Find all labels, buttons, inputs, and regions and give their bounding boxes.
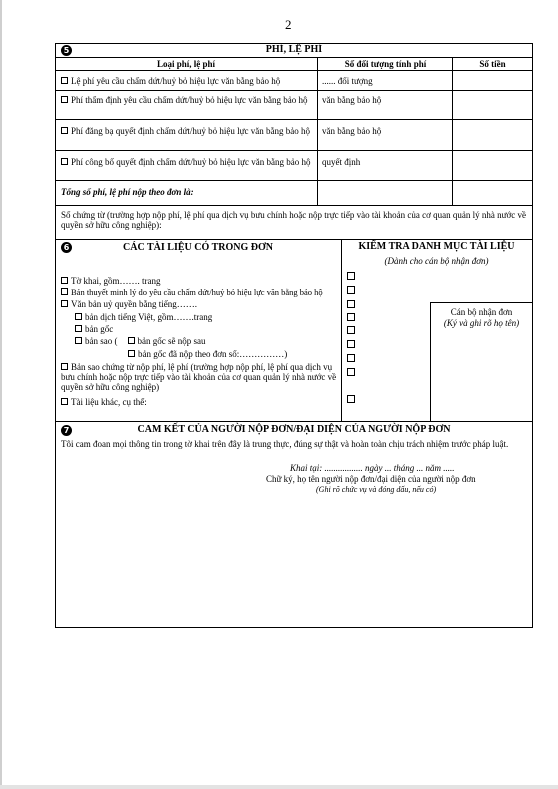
section-7-number-badge: 7 (61, 425, 72, 436)
fee-row-label: Phí công bố quyết định chấm dứt/huỷ bỏ hiệu lực văn bằng bảo hộ (71, 157, 311, 167)
col-divider (452, 57, 453, 205)
checklist-checkbox[interactable] (347, 300, 355, 308)
checklist-checkbox[interactable] (347, 313, 355, 321)
checkbox-icon[interactable] (61, 363, 68, 370)
fee-row-label: Phí đăng bạ quyết định chấm dứt/huỷ bỏ hiệu lực văn bằng bảo hộ (71, 126, 310, 136)
commitment-statement: Tôi cam đoan mọi thông tin trong tờ khai trên đây là trung thực, đúng sự thật và hoàn toàn chịu trách nhiệm trước pháp luật. (61, 439, 509, 449)
col-divider (317, 57, 318, 205)
checkbox-icon[interactable] (61, 158, 68, 165)
checkbox-icon[interactable] (61, 96, 68, 103)
document-subitem (75, 336, 335, 346)
checklist-subtitle: (Dành cho cán bộ nhận đơn) (384, 256, 489, 266)
row-divider (55, 70, 533, 71)
document-item-label: bản gốc sẽ nộp sau (137, 336, 206, 346)
col-divider (341, 239, 342, 421)
section-6-title: CÁC TÀI LIỆU CÓ TRONG ĐƠN (123, 242, 273, 253)
officer-note: (Ký và ghi rõ họ tên) (443, 318, 520, 328)
document-item (61, 276, 336, 286)
fee-row (61, 95, 315, 105)
document-item-label: Tờ khai, gồm……. trang (71, 276, 161, 286)
fee-row (61, 157, 315, 167)
section-5-number-badge: 5 (61, 45, 72, 56)
document-item-label: Bản thuyết minh lý do yêu cầu chấm dứt/huỷ bỏ hiệu lực văn bằng bảo hộ (71, 287, 323, 297)
checkbox-icon[interactable] (61, 398, 68, 405)
document-item (61, 299, 336, 309)
header-count: Số đối tượng tính phí (344, 59, 427, 69)
document-item-label: bản gốc đã nộp theo đơn số:……………) (138, 349, 288, 359)
checkbox-icon[interactable] (75, 337, 82, 344)
row-divider (55, 180, 533, 181)
document-item-label: Văn bản uỷ quyền bằng tiếng……. (71, 299, 197, 309)
checklist-checkbox[interactable] (347, 326, 355, 334)
signature-label: Chữ ký, họ tên người nộp đơn/đại diện của người nộp đơn (266, 474, 476, 484)
checklist-checkbox[interactable] (347, 272, 355, 280)
section-5-title: PHÍ, LỆ PHÍ (265, 44, 323, 55)
document-item (61, 397, 336, 407)
document-subitem (75, 312, 335, 322)
checkbox-icon[interactable] (75, 313, 82, 320)
checklist-checkbox[interactable] (347, 340, 355, 348)
document-item-label: bản gốc (85, 324, 114, 334)
document-subitem (75, 324, 335, 334)
table-left-border (55, 43, 56, 628)
fee-row-count: văn bằng bảo hộ (322, 126, 382, 136)
officer-box-top-border (430, 302, 532, 303)
page-left-edge (0, 0, 2, 789)
document-item-label: Bản sao chứng từ nộp phí, lệ phí (trường hợp nộp phí, lệ phí qua dịch vụ bưu chính hoặc nộp trực tiếp vào tài khoản của cơ quan quản lý nhà nước về quyền sở hữu công nghiệp) (61, 362, 337, 392)
checkbox-icon[interactable] (61, 77, 68, 84)
checklist-checkbox[interactable] (347, 368, 355, 376)
checklist-checkbox[interactable] (347, 395, 355, 403)
fee-row-count: quyết định (322, 157, 361, 167)
row-divider (55, 57, 533, 58)
checklist-title: KIỂM TRA DANH MỤC TÀI LIỆU (358, 241, 515, 252)
page-bottom-edge (0, 785, 558, 789)
checkbox-icon[interactable] (61, 277, 68, 284)
checkbox-icon[interactable] (128, 337, 135, 344)
signature-note: (Ghi rõ chức vụ và đóng dấu, nếu có) (316, 485, 437, 494)
header-fee-type: Loại phí, lệ phí (156, 59, 216, 69)
section-7-title: CAM KẾT CỦA NGƯỜI NỘP ĐƠN/ĐẠI DIỆN CỦA NGƯỜI NỘP ĐƠN (137, 424, 451, 435)
section-6-number-badge: 6 (61, 242, 72, 253)
table-right-border (532, 43, 533, 628)
document-item-label: bản sao ( (85, 336, 118, 346)
fee-row-label: Lệ phí yêu cầu chấm dứt/huỷ bỏ hiệu lực văn bằng bảo hộ (71, 76, 281, 86)
document-item-label: bản dịch tiếng Việt, gồm…….trang (85, 312, 213, 322)
fee-row-count: ...... đối tượng (322, 76, 373, 86)
checkbox-icon[interactable] (61, 127, 68, 134)
officer-label: Cán bộ nhận đơn (450, 307, 513, 317)
document-subitem (128, 349, 287, 359)
section-divider (55, 421, 533, 422)
fee-row-count: văn bằng bảo hộ (322, 95, 382, 105)
document-item (61, 287, 323, 297)
place-date-line: Khai tại: ................. ngày ... tháng ... năm ..... (290, 463, 455, 473)
row-divider (55, 90, 533, 91)
fee-row (61, 126, 315, 136)
fee-row-label: Phí thẩm định yêu cầu chấm dứt/huỷ bỏ hiệu lực văn bằng bảo hộ (71, 95, 308, 105)
checkbox-icon[interactable] (128, 350, 135, 357)
checklist-checkbox[interactable] (347, 286, 355, 294)
row-divider (55, 150, 533, 151)
document-item-label: Tài liệu khác, cụ thể: (71, 397, 147, 407)
fee-row (61, 76, 315, 86)
table-bottom-border (55, 627, 533, 628)
checkbox-icon[interactable] (61, 288, 68, 295)
page-number: 2 (285, 17, 292, 32)
row-divider (55, 119, 533, 120)
total-fee-label: Tổng số phí, lệ phí nộp theo đơn là: (61, 187, 194, 197)
checkbox-icon[interactable] (75, 325, 82, 332)
checkbox-icon[interactable] (61, 300, 68, 307)
checklist-checkbox[interactable] (347, 354, 355, 362)
row-divider (55, 205, 533, 206)
header-amount: Số tiền (479, 59, 506, 69)
document-item (61, 362, 339, 392)
receipt-number-note: Số chứng từ (trường hợp nộp phí, lệ phí qua dịch vụ bưu chính hoặc nộp trực tiếp vào tài khoản của cơ quan quản lý nhà nước về quyền sở hữu công nghiệp): (61, 210, 526, 230)
section-divider (55, 239, 533, 240)
